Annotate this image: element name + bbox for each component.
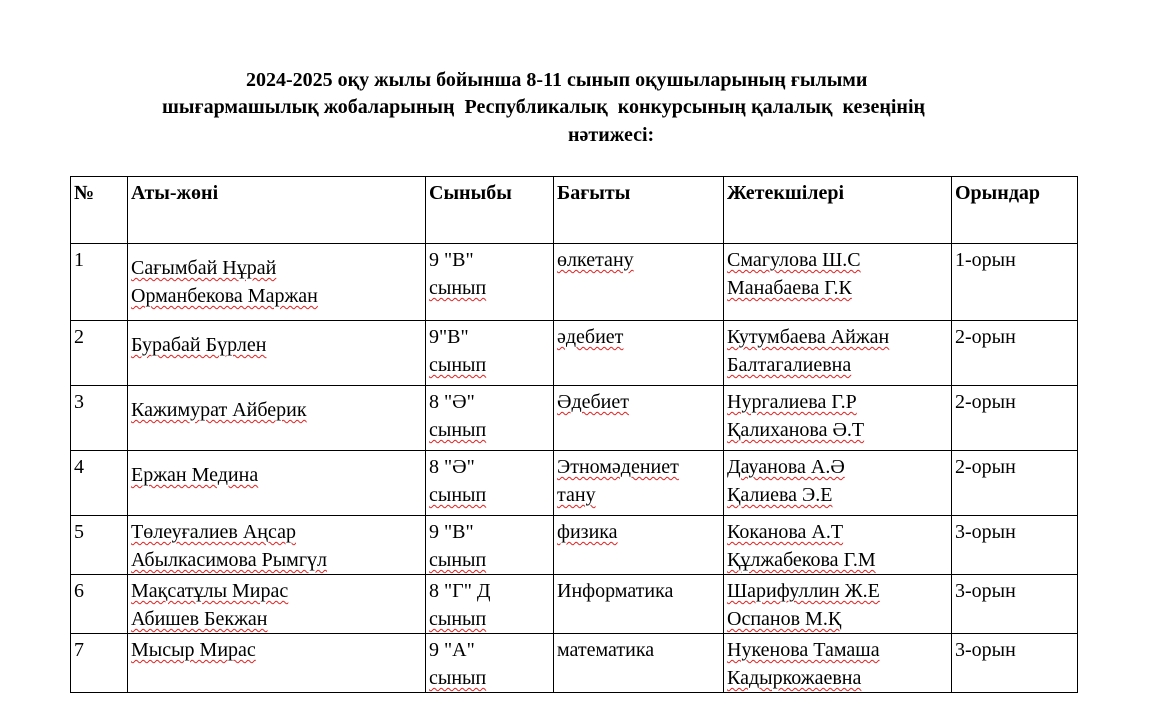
cell-place: 3-орын: [952, 634, 1078, 693]
student-name: Мақсатұлы Мирас: [131, 580, 289, 602]
grade-label: 8 "Ә": [429, 391, 475, 413]
header-number: №: [71, 177, 128, 244]
supervisor-name: Құлжабекова Г.М: [727, 549, 876, 571]
subject-text: Этномәдениет: [557, 456, 679, 478]
subject-text: математика: [557, 639, 655, 661]
grade-word: сынып: [429, 608, 487, 630]
supervisor-name: Кадыркожаевна: [727, 667, 862, 689]
supervisor-name: Манабаева Г.К: [727, 277, 852, 299]
cell-supervisors: [724, 634, 952, 693]
cell-place: 2-орын: [952, 451, 1078, 516]
student-name: Төлеуғалиев Аңсар: [131, 521, 296, 543]
grade-word: сынып: [429, 667, 487, 689]
supervisor-name: Қалиханова Ә.Т: [727, 419, 865, 441]
header-grade: Сыныбы: [426, 177, 554, 244]
grade-word: сынып: [429, 549, 487, 571]
header-subject: Бағыты: [554, 177, 724, 244]
table-row: [71, 634, 1078, 693]
cell-subject: [554, 634, 724, 693]
cell-student-names: [128, 321, 426, 386]
grade-word: сынып: [429, 419, 487, 441]
cell-number: 1: [71, 244, 128, 321]
cell-number: 3: [71, 386, 128, 451]
cell-place: 3-орын: [952, 575, 1078, 634]
table-row: [71, 244, 1078, 321]
cell-subject: [554, 575, 724, 634]
supervisor-name: Нукенова Тамаша: [727, 639, 880, 661]
supervisor-name: Қалиева Э.Е: [727, 484, 833, 506]
cell-grade: [426, 386, 554, 451]
cell-student-names: [128, 386, 426, 451]
cell-supervisors: [724, 451, 952, 516]
table-row: [71, 516, 1078, 575]
document-title-line-1: 2024-2025 оқу жылы бойынша 8-11 сынып оқушыларының ғылыми: [246, 69, 868, 91]
cell-grade: [426, 244, 554, 321]
supervisor-name: Оспанов М.Қ: [727, 608, 842, 630]
cell-number: 5: [71, 516, 128, 575]
supervisor-name: Шарифуллин Ж.Е: [727, 580, 880, 602]
grade-label: 9"В": [429, 326, 469, 348]
grade-label: 9 "В": [429, 249, 474, 271]
subject-text: Информатика: [557, 580, 674, 602]
grade-label: 9 "А": [429, 639, 475, 661]
grade-word: сынып: [429, 354, 487, 376]
cell-student-names: [128, 451, 426, 516]
header-supervisors: Жетекшілері: [724, 177, 952, 244]
subject-text: физика: [557, 521, 618, 543]
subject-text: әдебиет: [557, 326, 624, 348]
table-row: [71, 386, 1078, 451]
cell-grade: [426, 516, 554, 575]
cell-student-names: [128, 244, 426, 321]
student-name: Бурабай Бүрлен: [131, 334, 267, 356]
cell-place: 1-орын: [952, 244, 1078, 321]
cell-number: 2: [71, 321, 128, 386]
grade-word: сынып: [429, 484, 487, 506]
cell-subject: [554, 386, 724, 451]
cell-subject: [554, 244, 724, 321]
cell-supervisors: [724, 244, 952, 321]
student-name: Кажимурат Айберик: [131, 399, 307, 421]
header-name: Аты-жөні: [128, 177, 426, 244]
subject-text: тану: [557, 484, 596, 506]
document-title-line-2: шығармашылық жобаларының Республикалық конкурсының қалалық кезеңінің: [162, 96, 926, 118]
cell-subject: [554, 516, 724, 575]
table-row: [71, 451, 1078, 516]
cell-subject: [554, 321, 724, 386]
student-name: Сағымбай Нұрай: [131, 257, 277, 279]
grade-label: 9 "В": [429, 521, 474, 543]
supervisor-name: Дауанова А.Ә: [727, 456, 845, 478]
student-name: Орманбекова Маржан: [131, 285, 318, 307]
subject-text: өлкетану: [557, 249, 634, 271]
cell-place: 2-орын: [952, 321, 1078, 386]
supervisor-name: Нургалиева Г.Р: [727, 391, 857, 413]
student-name: Абишев Бекжан: [131, 608, 268, 630]
student-name: Абылкасимова Рымгүл: [131, 549, 328, 571]
cell-supervisors: [724, 516, 952, 575]
cell-student-names: [128, 575, 426, 634]
supervisor-name: Кутумбаева Айжан: [727, 326, 890, 348]
cell-supervisors: [724, 386, 952, 451]
student-name: Ержан Медина: [131, 464, 259, 486]
cell-supervisors: [724, 321, 952, 386]
results-table: [70, 176, 1078, 693]
table-header-row: [71, 177, 1078, 244]
grade-label: 8 "Г" Д: [429, 580, 491, 602]
cell-number: 6: [71, 575, 128, 634]
document-title-line-3: нәтижесі:: [568, 124, 655, 146]
cell-grade: [426, 321, 554, 386]
cell-supervisors: [724, 575, 952, 634]
cell-grade: [426, 634, 554, 693]
grade-label: 8 "Ә": [429, 456, 475, 478]
cell-student-names: [128, 516, 426, 575]
cell-number: 4: [71, 451, 128, 516]
supervisor-name: Балтагалиевна: [727, 354, 852, 376]
table-row: [71, 321, 1078, 386]
cell-place: 2-орын: [952, 386, 1078, 451]
subject-text: Әдебиет: [557, 391, 629, 413]
supervisor-name: Смагулова Ш.С: [727, 249, 861, 271]
table-row: [71, 575, 1078, 634]
grade-word: сынып: [429, 277, 487, 299]
header-place: Орындар: [952, 177, 1078, 244]
cell-subject: [554, 451, 724, 516]
cell-place: 3-орын: [952, 516, 1078, 575]
cell-student-names: [128, 634, 426, 693]
cell-number: 7: [71, 634, 128, 693]
supervisor-name: Коканова А.Т: [727, 521, 844, 543]
student-name: Мысыр Мирас: [131, 639, 256, 661]
cell-grade: [426, 451, 554, 516]
cell-grade: [426, 575, 554, 634]
